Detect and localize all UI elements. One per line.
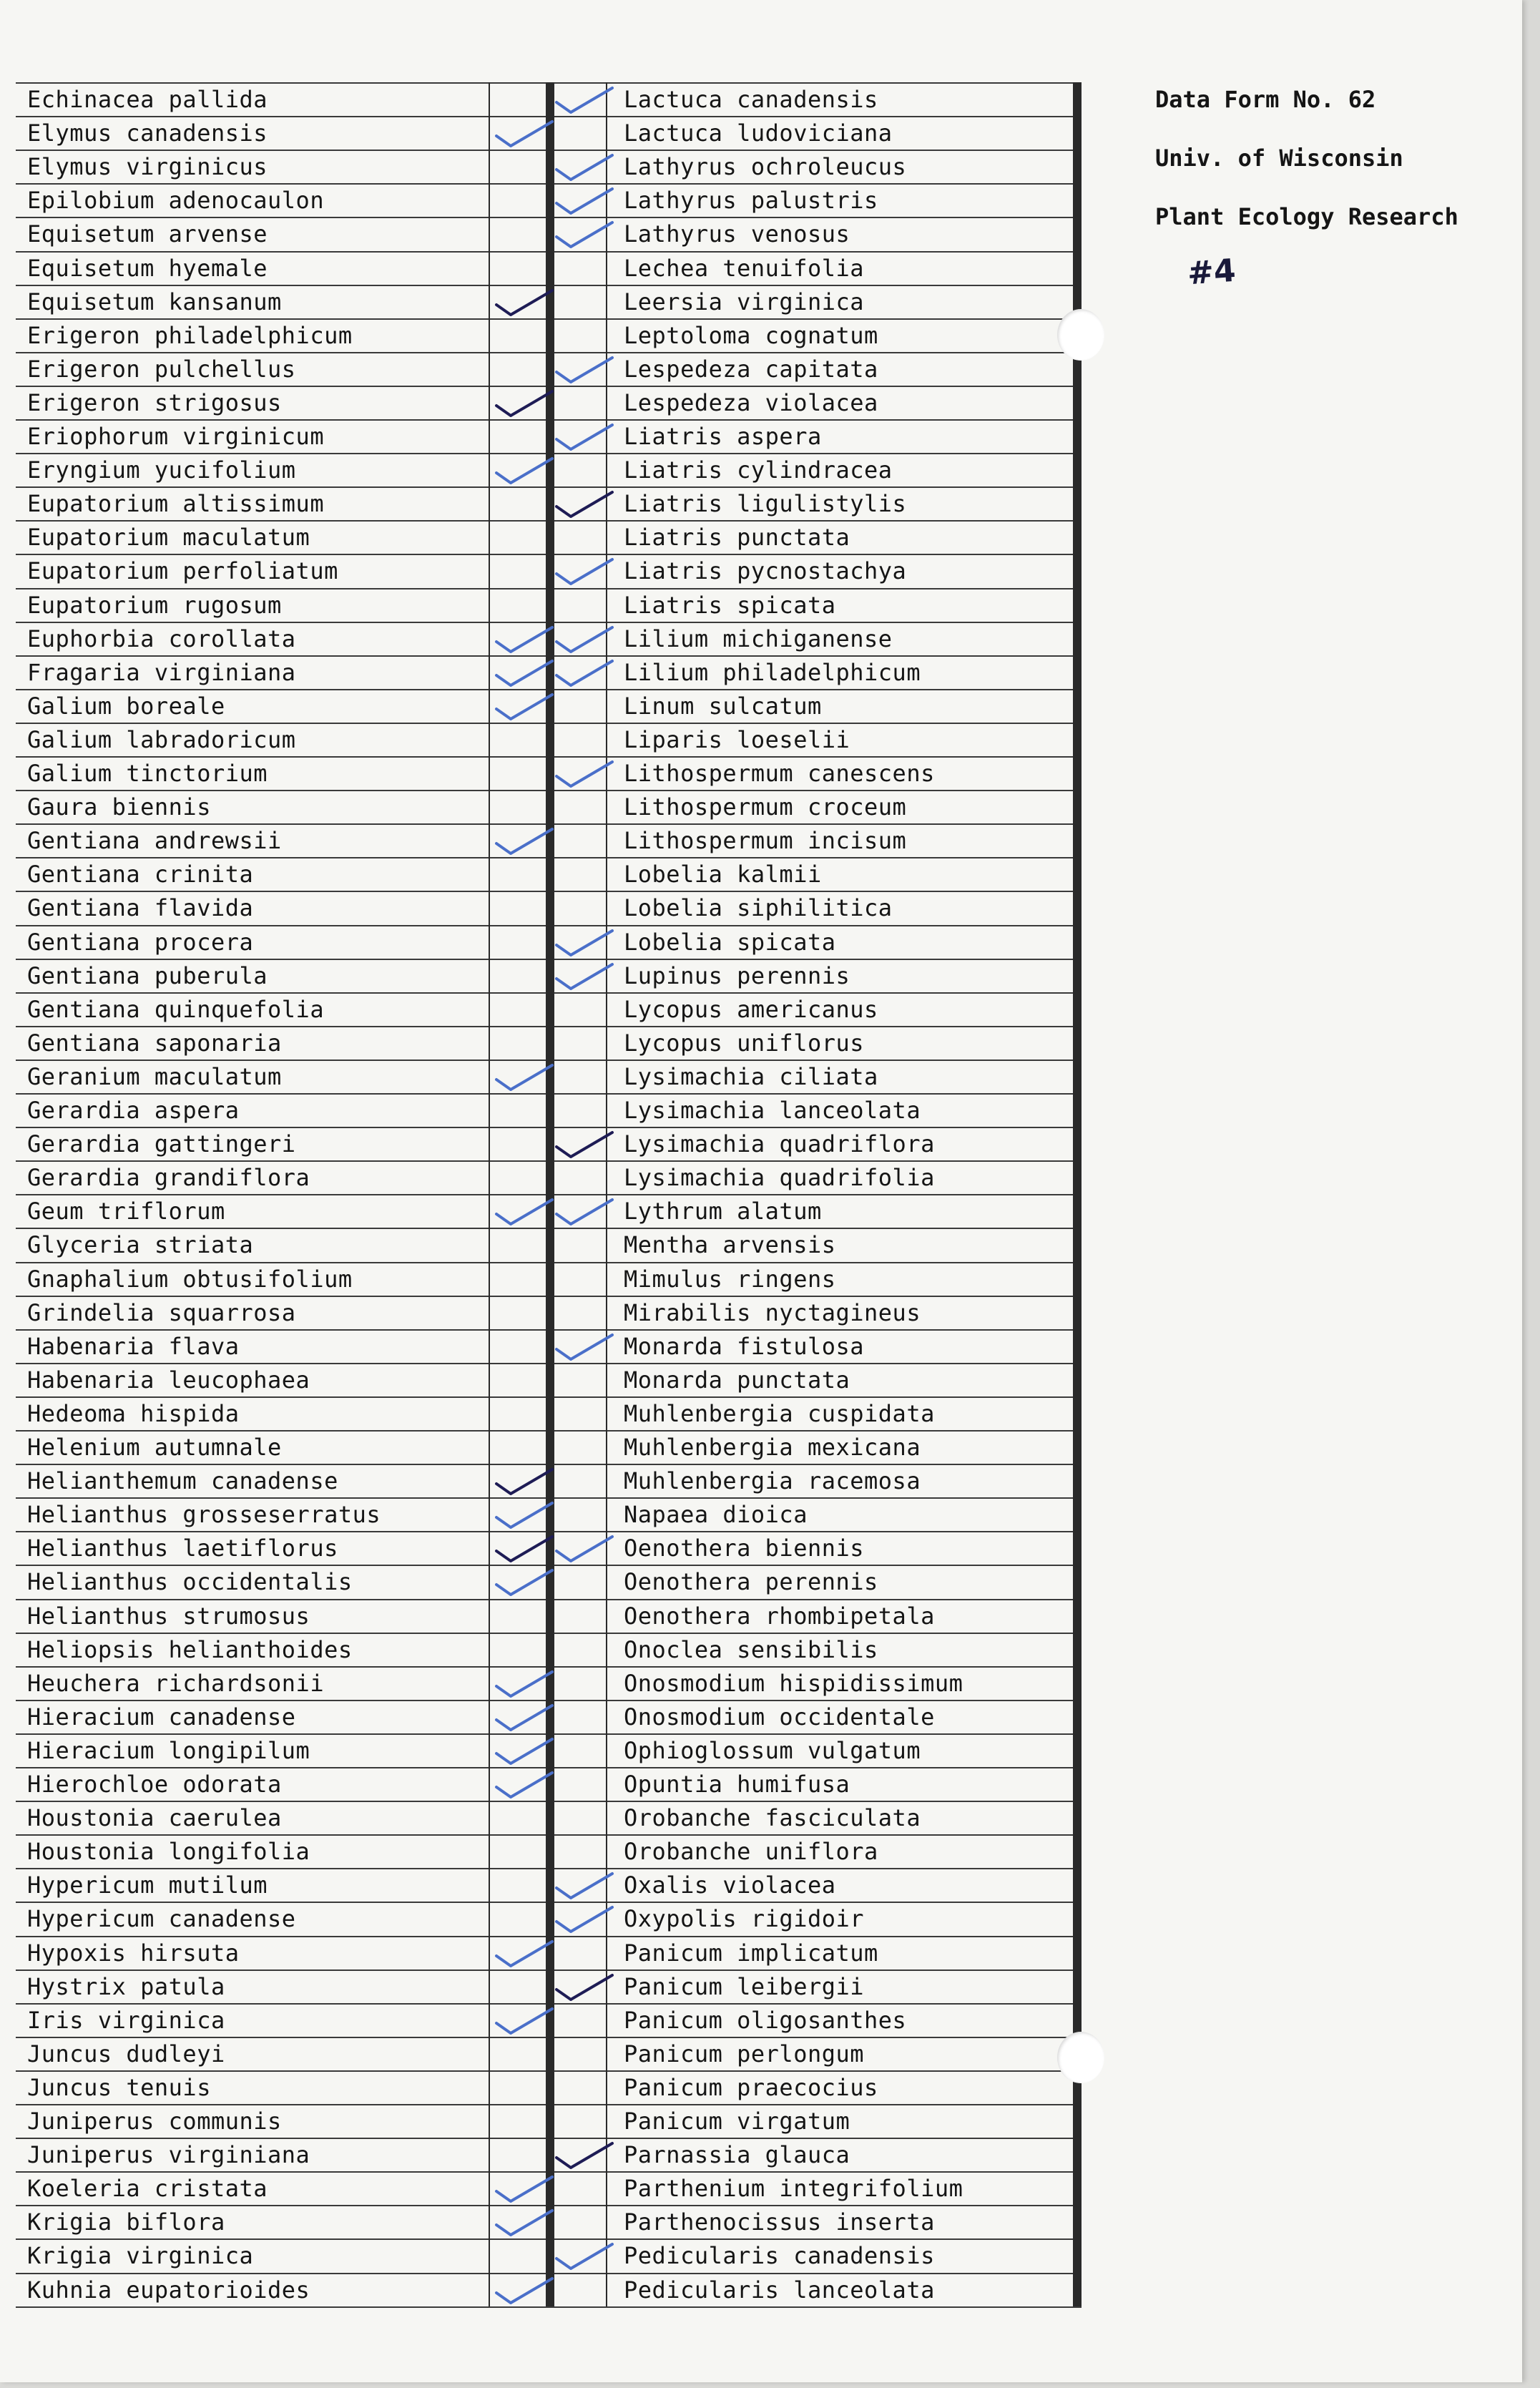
left-checkmark-icon xyxy=(492,1735,556,1768)
right-species-name: Opuntia humifusa xyxy=(624,1771,850,1798)
right-species-name: Oenothera biennis xyxy=(624,1535,865,1562)
right-checkmark-icon xyxy=(552,758,617,791)
right-species-name: Ophioglossum vulgatum xyxy=(624,1736,921,1764)
right-species-name: Panicum leibergii xyxy=(624,1972,865,2000)
right-checkmark-icon xyxy=(552,1331,617,1364)
left-checkmark-icon xyxy=(492,2005,556,2037)
right-species-name: Oxypolis rigidoir xyxy=(624,1905,865,1933)
right-species-name: Lespedeza capitata xyxy=(624,355,878,383)
right-species-name: Liatris spicata xyxy=(624,591,836,619)
department-name: Plant Ecology Research xyxy=(1155,203,1458,230)
left-species-name: Juncus tenuis xyxy=(27,2073,211,2101)
right-species-name: Onosmodium hispidissimum xyxy=(624,1669,963,1697)
right-species-name: Mentha arvensis xyxy=(624,1231,836,1259)
right-species-name: Onoclea sensibilis xyxy=(624,1635,878,1663)
right-species-name: Lathyrus venosus xyxy=(624,220,850,248)
left-species-name: Gentiana flavida xyxy=(27,894,254,922)
left-species-name: Krigia biflora xyxy=(27,2208,225,2236)
right-species-name: Liparis loeselii xyxy=(624,725,850,753)
left-checkmark-icon xyxy=(492,1195,556,1228)
left-species-name: Fragaria virginiana xyxy=(27,658,296,686)
left-checkmark-icon xyxy=(492,454,556,487)
left-checkmark-icon xyxy=(492,1532,556,1565)
left-species-name: Elymus canadensis xyxy=(27,119,268,147)
right-species-name: Panicum perlongum xyxy=(624,2040,865,2068)
left-species-name: Eryngium yucifolium xyxy=(27,456,296,484)
left-species-name: Euphorbia corollata xyxy=(27,625,296,652)
left-checkmark-icon xyxy=(492,690,556,723)
right-species-name: Panicum implicatum xyxy=(624,1939,878,1967)
left-species-name: Glyceria striata xyxy=(27,1231,254,1259)
right-species-name: Mirabilis nyctagineus xyxy=(624,1298,921,1326)
left-species-name: Koeleria cristata xyxy=(27,2175,268,2203)
right-checkmark-icon xyxy=(552,1195,617,1228)
right-species-name: Panicum praecocius xyxy=(624,2073,878,2101)
right-species-name: Liatris punctata xyxy=(624,524,850,552)
left-checkmark-icon xyxy=(492,1937,556,1970)
left-species-name: Houstonia caerulea xyxy=(27,1804,282,1832)
left-species-name: Gaura biennis xyxy=(27,793,211,821)
right-checkmark-icon xyxy=(552,1532,617,1565)
right-species-name: Parnassia glauca xyxy=(624,2141,850,2169)
right-species-name: Lespedeza violacea xyxy=(624,388,878,416)
left-species-name: Hypoxis hirsuta xyxy=(27,1939,240,1967)
left-species-name: Eupatorium perfoliatum xyxy=(27,557,338,585)
left-species-name: Equisetum hyemale xyxy=(27,254,268,282)
right-species-name: Lobelia siphilitica xyxy=(624,894,893,922)
right-species-name: Liatris cylindracea xyxy=(624,456,893,484)
left-checkmark-icon xyxy=(492,825,556,858)
right-species-name: Muhlenbergia racemosa xyxy=(624,1467,921,1495)
left-species-name: Geum triflorum xyxy=(27,1198,225,1225)
left-checkmark-icon xyxy=(492,1499,556,1532)
left-checkmark-icon xyxy=(492,286,556,319)
right-species-name: Orobanche uniflora xyxy=(624,1838,878,1866)
right-species-name: Lathyrus palustris xyxy=(624,187,878,215)
right-checkmark-icon xyxy=(552,926,617,959)
right-checkmark-icon xyxy=(552,353,617,386)
left-checkmark-icon xyxy=(492,623,556,656)
left-species-name: Helianthemum canadense xyxy=(27,1467,338,1495)
left-species-name: Galium labradoricum xyxy=(27,725,296,753)
left-species-name: Erigeron philadelphicum xyxy=(27,321,353,349)
right-species-name: Parthenocissus inserta xyxy=(624,2208,935,2236)
right-species-name: Parthenium integrifolium xyxy=(624,2175,963,2203)
right-species-name: Panicum virgatum xyxy=(624,2108,850,2135)
right-species-name: Muhlenbergia cuspidata xyxy=(624,1399,935,1427)
left-species-name: Iris virginica xyxy=(27,2006,225,2034)
left-species-name: Gentiana puberula xyxy=(27,961,268,989)
left-species-name: Hieracium longipilum xyxy=(27,1736,310,1764)
right-checkmark-icon xyxy=(552,555,617,588)
left-species-name: Gentiana andrewsii xyxy=(27,827,282,855)
right-species-name: Lythrum alatum xyxy=(624,1198,822,1225)
right-checkmark-icon xyxy=(552,1971,617,2004)
right-checkmark-icon xyxy=(552,2240,617,2273)
right-checkmark-icon xyxy=(552,185,617,217)
right-species-name: Lysimachia lanceolata xyxy=(624,1097,921,1124)
right-species-name: Lithospermum croceum xyxy=(624,793,907,821)
left-species-name: Erigeron strigosus xyxy=(27,388,282,416)
right-checkmark-icon xyxy=(552,421,617,454)
right-species-name: Lysimachia quadrifolia xyxy=(624,1164,935,1192)
left-species-name: Helenium autumnale xyxy=(27,1434,282,1461)
left-species-name: Helianthus grosseserratus xyxy=(27,1501,381,1529)
handwritten-form-number: #4 xyxy=(1186,252,1237,293)
right-checkmark-icon xyxy=(552,218,617,251)
right-species-name: Liatris pycnostachya xyxy=(624,557,907,585)
right-checkmark-icon xyxy=(552,657,617,690)
left-species-name: Heuchera richardsonii xyxy=(27,1669,325,1697)
right-species-name: Lechea tenuifolia xyxy=(624,254,865,282)
left-species-name: Kuhnia eupatorioides xyxy=(27,2276,310,2304)
left-species-name: Gnaphalium obtusifolium xyxy=(27,1265,353,1293)
right-species-name: Panicum oligosanthes xyxy=(624,2006,907,2034)
right-checkmark-icon xyxy=(552,1869,617,1902)
left-species-name: Habenaria flava xyxy=(27,1332,240,1360)
left-species-name: Juncus dudleyi xyxy=(27,2040,225,2068)
left-species-name: Galium tinctorium xyxy=(27,760,268,787)
right-species-name: Lilium michiganense xyxy=(624,625,893,652)
left-species-name: Gerardia gattingeri xyxy=(27,1130,296,1158)
right-species-name: Lithospermum canescens xyxy=(624,760,935,787)
left-species-name: Gentiana crinita xyxy=(27,861,254,889)
right-checkmark-icon xyxy=(552,960,617,993)
left-species-name: Krigia virginica xyxy=(27,2242,254,2270)
left-checkmark-icon xyxy=(492,1566,556,1599)
left-species-name: Erigeron pulchellus xyxy=(27,355,296,383)
left-checkmark-icon xyxy=(492,2274,556,2307)
left-species-name: Gentiana quinquefolia xyxy=(27,995,325,1023)
left-species-name: Juniperus communis xyxy=(27,2108,282,2135)
left-species-name: Hierochloe odorata xyxy=(27,1771,282,1798)
right-checkmark-icon xyxy=(552,84,617,117)
right-species-name: Pedicularis lanceolata xyxy=(624,2276,935,2304)
right-species-name: Lycopus americanus xyxy=(624,995,878,1023)
left-checkmark-icon xyxy=(492,657,556,690)
right-species-name: Linum sulcatum xyxy=(624,692,822,720)
right-species-name: Oenothera perennis xyxy=(624,1568,878,1596)
punch-hole-top xyxy=(1057,309,1104,361)
form-title: Data Form No. 62 xyxy=(1155,86,1376,113)
left-species-name: Helianthus laetiflorus xyxy=(27,1535,338,1562)
right-species-name: Liatris ligulistylis xyxy=(624,490,907,518)
right-species-name: Onosmodium occidentale xyxy=(624,1703,935,1731)
right-species-name: Lupinus perennis xyxy=(624,961,850,989)
right-checkmark-icon xyxy=(552,623,617,656)
right-checkmark-icon xyxy=(552,488,617,521)
right-species-name: Lysimachia ciliata xyxy=(624,1062,878,1090)
institution-name: Univ. of Wisconsin xyxy=(1155,145,1403,172)
left-check-column-rule xyxy=(489,82,490,2306)
right-species-name: Napaea dioica xyxy=(624,1501,808,1529)
right-species-name: Lysimachia quadriflora xyxy=(624,1130,935,1158)
right-species-name: Muhlenbergia mexicana xyxy=(624,1434,921,1461)
left-species-name: Epilobium adenocaulon xyxy=(27,187,325,215)
left-species-name: Helianthus occidentalis xyxy=(27,1568,353,1596)
right-species-name: Lilium philadelphicum xyxy=(624,658,921,686)
left-species-name: Echinacea pallida xyxy=(27,86,268,113)
left-checkmark-icon xyxy=(492,117,556,150)
right-species-name: Lycopus uniflorus xyxy=(624,1029,865,1057)
left-species-name: Grindelia squarrosa xyxy=(27,1298,296,1326)
right-species-name: Oxalis violacea xyxy=(624,1871,836,1899)
right-checkmark-icon xyxy=(552,151,617,184)
right-checkmark-icon xyxy=(552,1903,617,1936)
left-checkmark-icon xyxy=(492,2173,556,2206)
right-species-name: Leptoloma cognatum xyxy=(624,321,878,349)
right-checkmark-icon xyxy=(552,2139,617,2172)
left-species-name: Geranium maculatum xyxy=(27,1062,282,1090)
right-species-name: Mimulus ringens xyxy=(624,1265,836,1293)
left-species-name: Eriophorum virginicum xyxy=(27,423,325,450)
left-checkmark-icon xyxy=(492,2206,556,2239)
left-species-name: Gentiana saponaria xyxy=(27,1029,282,1057)
right-species-name: Lactuca ludoviciana xyxy=(624,119,893,147)
left-species-name: Helianthus strumosus xyxy=(27,1602,310,1630)
left-species-name: Heliopsis helianthoides xyxy=(27,1635,353,1663)
left-species-name: Elymus virginicus xyxy=(27,153,268,181)
left-species-name: Houstonia longifolia xyxy=(27,1838,310,1866)
left-checkmark-icon xyxy=(492,1768,556,1801)
left-species-name: Equisetum arvense xyxy=(27,220,268,248)
left-species-name: Eupatorium altissimum xyxy=(27,490,325,518)
left-species-name: Eupatorium rugosum xyxy=(27,591,282,619)
left-species-name: Galium boreale xyxy=(27,692,225,720)
right-species-name: Lathyrus ochroleucus xyxy=(624,153,907,181)
left-checkmark-icon xyxy=(492,1668,556,1701)
left-species-name: Gentiana procera xyxy=(27,928,254,956)
right-species-name: Lithospermum incisum xyxy=(624,827,907,855)
left-species-name: Gerardia grandiflora xyxy=(27,1164,310,1192)
left-species-name: Hypericum mutilum xyxy=(27,1871,268,1899)
right-species-name: Lobelia spicata xyxy=(624,928,836,956)
left-species-name: Eupatorium maculatum xyxy=(27,524,310,552)
left-checkmark-icon xyxy=(492,1061,556,1094)
right-species-name: Pedicularis canadensis xyxy=(624,2242,935,2270)
left-species-name: Hedeoma hispida xyxy=(27,1399,240,1427)
left-species-name: Gerardia aspera xyxy=(27,1097,240,1124)
right-checkmark-icon xyxy=(552,1128,617,1161)
right-species-name: Monarda punctata xyxy=(624,1366,850,1394)
right-species-name: Monarda fistulosa xyxy=(624,1332,865,1360)
left-species-name: Juniperus virginiana xyxy=(27,2141,310,2169)
right-species-name: Liatris aspera xyxy=(624,423,822,450)
punch-hole-bottom xyxy=(1057,2032,1104,2083)
right-species-name: Leersia virginica xyxy=(624,288,865,315)
right-species-name: Lobelia kalmii xyxy=(624,861,822,889)
left-species-name: Hypericum canadense xyxy=(27,1905,296,1933)
left-checkmark-icon xyxy=(492,387,556,420)
right-species-name: Oenothera rhombipetala xyxy=(624,1602,935,1630)
right-species-name: Lactuca canadensis xyxy=(624,86,878,113)
left-species-name: Equisetum kansanum xyxy=(27,288,282,315)
left-species-name: Hieracium canadense xyxy=(27,1703,296,1731)
left-species-name: Habenaria leucophaea xyxy=(27,1366,310,1394)
left-checkmark-icon xyxy=(492,1465,556,1498)
right-species-name: Orobanche fasciculata xyxy=(624,1804,921,1832)
left-species-name: Hystrix patula xyxy=(27,1972,225,2000)
left-checkmark-icon xyxy=(492,1701,556,1734)
right-border xyxy=(1073,82,1082,2306)
